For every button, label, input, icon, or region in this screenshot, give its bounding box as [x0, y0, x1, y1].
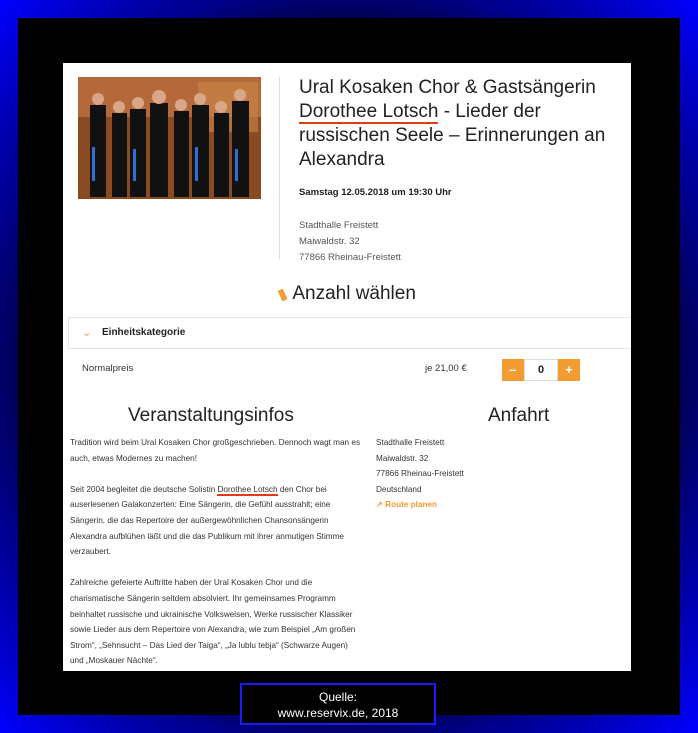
- directions-address: [376, 435, 464, 513]
- quantity-input[interactable]: 0: [524, 359, 558, 381]
- info-paragraph-2: [70, 482, 362, 560]
- info-heading: Veranstaltungsinfos: [128, 405, 294, 426]
- source-line-2: www.reservix.de, 2018: [277, 706, 399, 720]
- directions-city: 77866 Rheinau-Freistett: [376, 469, 464, 479]
- quantity-stepper: [502, 359, 580, 381]
- title-text: Ural Kosaken Chor & Gastsängerin: [299, 77, 596, 98]
- event-venue: [299, 218, 401, 266]
- ticket-heading-label: Anzahl wählen: [292, 283, 416, 304]
- divider: [279, 77, 280, 260]
- source-line-1: Quelle:: [318, 690, 358, 704]
- directions-heading: Anfahrt: [488, 405, 550, 426]
- decrease-button[interactable]: –: [502, 359, 524, 381]
- venue-name: Stadthalle Freistett: [299, 220, 379, 231]
- event-datetime: Samstag 12.05.2018 um 19:30 Uhr: [299, 187, 452, 198]
- directions-name: Stadthalle Freistett: [376, 438, 445, 447]
- route-label: Route planen: [385, 500, 438, 510]
- venue-street: Maiwaldstr. 32: [299, 236, 360, 247]
- info-p2-highlight: Dorothee Lotsch: [217, 484, 278, 494]
- event-page: [63, 63, 631, 671]
- external-link-icon: ↗: [376, 500, 383, 510]
- event-photo: [78, 77, 261, 199]
- price-row: [63, 353, 631, 389]
- ticket-icon: ▮: [275, 285, 290, 304]
- venue-city: 77866 Rheinau-Freistett: [299, 252, 401, 263]
- directions-street: Maiwaldstr. 32: [376, 453, 429, 463]
- increase-button[interactable]: +: [558, 359, 580, 381]
- route-link[interactable]: [376, 497, 464, 513]
- title-highlight: Dorothee Lotsch: [299, 101, 439, 122]
- category-label: Einheitskategorie: [102, 327, 186, 338]
- event-title: [299, 76, 629, 172]
- info-p2-before: Seit 2004 begleitet die deutsche Solistin: [70, 484, 218, 494]
- info-paragraph-1: Tradition wird beim Ural Kosaken Chor großgeschrieben. Dennoch wagt man es auch, etwas Modernes zu machen!: [70, 438, 361, 463]
- price-value: je 21,00 €: [425, 363, 467, 374]
- ticket-heading: [63, 283, 631, 305]
- category-toggle[interactable]: [68, 317, 631, 349]
- info-text: [70, 435, 362, 671]
- directions-country: Deutschland: [376, 484, 422, 494]
- chevron-down-icon: ⌄: [82, 327, 92, 339]
- title-text-rest: - Lieder der russischen Seele – Erinnerungen an Alexandra: [299, 101, 606, 170]
- info-paragraph-3: Zahlreiche gefeierte Auftritte haben der Ural Kosaken Chor und die charismatische Sängerin seitdem absolviert. Ihr gemeinsames Programm beinhaltet russische und ukrainische Volksweisen, Werke russischer Klassiker sowie Lieder aus dem Repertoire von Alexandra, wie zum Beispiel „Am großen Strom“, „Sehnsucht – Das Lied der Taiga“, „Ja lublu tebja“ (Schwarze Augen) und „Moskauer Nächte“.: [70, 578, 356, 666]
- source-caption: [240, 683, 436, 725]
- price-name: Normalpreis: [82, 363, 134, 374]
- info-p2-after: den Chor bei auserlesenen Galakonzerten: Eine Sängerin, die Gefühl ausstrahlt; eine Sängerin, die das Repertoire der außergewöhnlichen Chansonsängerin Alexandra aufblühen läßt und die das Publikum mit ihrer anmutigen Stimme verzaubert.: [70, 484, 344, 557]
